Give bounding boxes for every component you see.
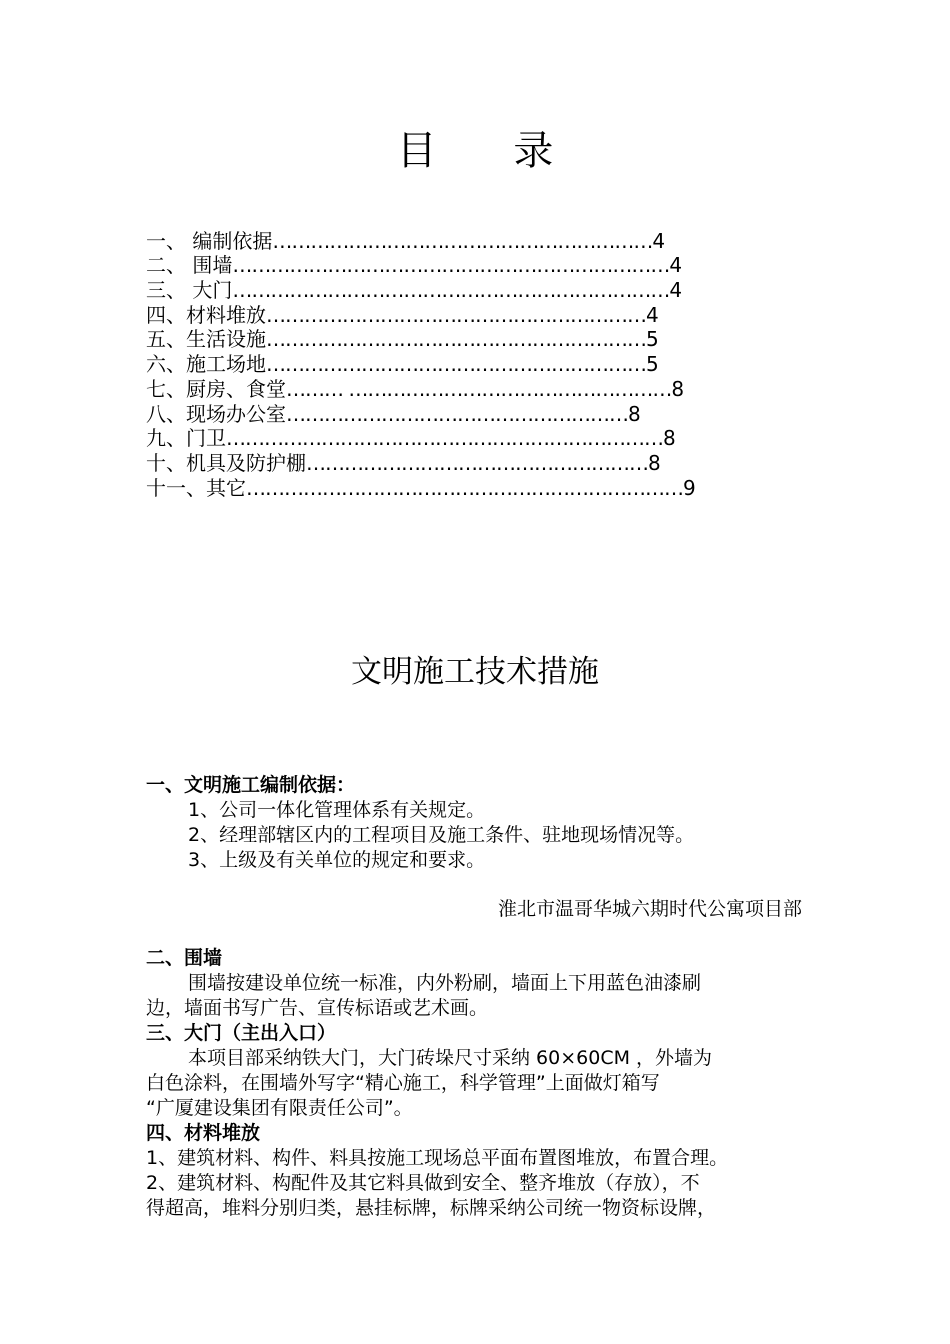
toc-entry <box>146 350 746 375</box>
section-heading: 四、材料堆放 <box>146 1122 261 1144</box>
toc-entry-page: 5 <box>646 327 659 352</box>
paragraph-line: 白色涂料，在围墙外写字“精心施工，科学管理”上面做灯箱写 <box>146 1072 660 1094</box>
toc-entry-page: 4 <box>669 253 683 278</box>
toc-entry-page: 8 <box>663 426 676 451</box>
section-heading: 一、文明施工编制依据： <box>146 774 356 796</box>
toc-entry-label: 五、生活设施 <box>146 327 266 352</box>
paragraph-line: 2、建筑材料、构配件及其它料具做到安全、整齐堆放（存放），不 <box>146 1172 700 1194</box>
toc-entry-label: 二、 围墙 <box>146 253 233 278</box>
toc-entry-dots: …………………………………………………… <box>266 352 646 377</box>
toc-entry-dots: …………………………………………………… <box>272 228 653 253</box>
toc-entry-label: 一、 编制依据 <box>146 228 273 253</box>
toc-entry-label: 四、材料堆放 <box>146 302 266 327</box>
toc-entry-dots: ……… …………………………………………… <box>286 376 672 401</box>
toc-entry-label: 十一、其它 <box>146 475 246 500</box>
toc-title: 目 录 <box>396 128 586 174</box>
toc-entry-dots: …………………………………………………… <box>266 302 646 327</box>
toc-entry <box>146 301 746 326</box>
toc-entry-label: 七、厨房、食堂 <box>146 376 286 401</box>
toc-entry-dots: …………………………………………………… <box>266 327 646 352</box>
toc-entry-label: 十、机具及防护棚 <box>146 450 306 475</box>
toc-entry <box>146 227 746 252</box>
paragraph-line: “广厦建设集团有限责任公司”。 <box>146 1097 413 1119</box>
toc-entry-page: 8 <box>671 376 685 401</box>
paragraph-line: 1、建筑材料、构件、料具按施工现场总平面布置图堆放，布置合理。 <box>146 1147 729 1169</box>
toc-entry-label: 八、现场办公室 <box>146 401 286 426</box>
toc-entry-page: 4 <box>652 228 666 253</box>
paragraph-line: 围墙按建设单位统一标准，内外粉刷，墙面上下用蓝色油漆刷 <box>188 972 702 994</box>
section-heading: 三、大门（主出入口） <box>146 1022 337 1044</box>
toc-entry-dots: …………………………………………………………… <box>232 278 670 303</box>
toc-entry-label: 九、门卫 <box>146 426 226 451</box>
list-item: 2、经理部辖区内的工程项目及施工条件、驻地现场情况等。 <box>188 824 695 846</box>
toc-entry <box>146 276 746 301</box>
document-title: 文明施工技术措施 <box>351 654 599 690</box>
list-item: 1、公司一体化管理体系有关规定。 <box>188 799 486 821</box>
list-item: 3、上级及有关单位的规定和要求。 <box>188 849 486 871</box>
paragraph-line: 本项目部采纳铁大门，大门砖垛尺寸采纳 60×60CM ，外墙为 <box>188 1047 713 1069</box>
toc-entry-page: 8 <box>628 401 641 426</box>
toc-entry-label: 三、 大门 <box>146 278 233 303</box>
toc-entry <box>146 474 746 499</box>
toc-entry <box>146 425 746 450</box>
toc-entry-page: 4 <box>669 278 683 303</box>
toc-entry-dots: ……………………………………………… <box>286 401 628 426</box>
toc-entry-page: 4 <box>646 302 659 327</box>
paragraph-line: 得超高，堆料分别归类，悬挂标牌，标牌采纳公司统一物资标设牌， <box>146 1197 717 1219</box>
toc-entry-page: 5 <box>646 352 659 377</box>
toc-entry <box>146 375 746 400</box>
toc-entry-label: 六、施工场地 <box>146 352 266 377</box>
signature: 淮北市温哥华城六期时代公寓项目部 <box>497 898 802 920</box>
toc-entry-dots: …………………………………………………………… <box>246 475 683 500</box>
toc-entry-page: 8 <box>648 450 661 475</box>
toc-entry-dots: …………………………………………………………… <box>232 253 670 278</box>
toc-entry-dots: ……………………………………………… <box>306 450 648 475</box>
paragraph-line: 边，墙面书写广告、宣传标语或艺术画。 <box>146 997 489 1019</box>
toc-entry <box>146 326 746 351</box>
toc-entry-dots: …………………………………………………………… <box>226 426 663 451</box>
toc-entry <box>146 252 746 277</box>
toc-entry <box>146 400 746 425</box>
toc-entry <box>146 449 746 474</box>
section-heading: 二、围墙 <box>146 947 223 969</box>
toc-list <box>146 227 746 499</box>
toc-entry-page: 9 <box>683 475 696 500</box>
